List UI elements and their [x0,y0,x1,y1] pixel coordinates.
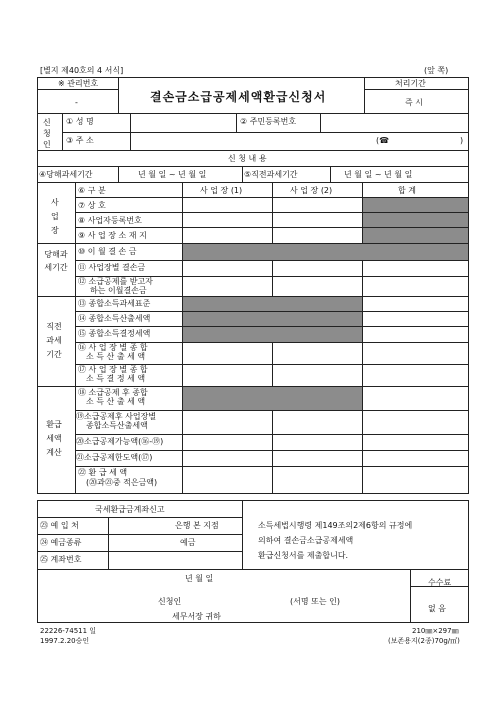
addressee: 세무서장 귀하 [172,612,221,621]
account-number-field[interactable] [109,552,241,569]
phone-label: (☎ [376,136,390,145]
form-title: 결손금소급공제세액환급신청서 [150,90,327,104]
row-after-carryback-tax-2: 소 득 산 출 세 액 [86,397,146,406]
row-business-number: ⑧ 사업자등록번호 [78,216,142,225]
row-after-carryback-biz-2: 종합소득산출세액 [86,421,148,430]
sign-or-seal[interactable]: (서명 또는 인) [290,597,340,606]
section-business: 사업장 [51,198,59,235]
signature-box [37,569,469,623]
account-type-label: ㉔ 예금종류 [40,538,82,547]
row-after-carryback-biz-1: ⑲소급공제후 사업장별 [76,412,157,421]
phone-close-paren: ) [460,136,464,145]
row-refund-amount-2: (⑳과㉑중 적은금액) [86,478,158,487]
footer-approval: 1997.2.20승인 [40,637,90,645]
category-column-header: ⑥ 구 분 [78,186,106,195]
row-determined-tax: ⑮ 종합소득결정세액 [78,329,151,338]
footer-paper-type: (보존용지(2종)70g/㎡) [388,637,460,645]
row-biz-computed-tax-2: 소 득 산 출 세 액 [86,352,146,361]
current-period-value[interactable]: 년 월 일 ~ 년 월 일 [138,170,207,179]
row-trade-name: ⑦ 상 호 [78,201,106,210]
row-after-carryback-tax-1: ⑱ 소급공제 후 종합 [78,388,148,397]
resident-number-label: ② 주민등록번호 [240,117,297,126]
shaded-cell [183,386,362,410]
shaded-cell [183,243,468,260]
account-type-value[interactable]: 예금 [180,538,196,547]
row-business-location: ⑨ 사 업 장 소 재 지 [78,231,147,240]
shaded-cell [183,296,362,342]
total-column-header: 합 계 [398,186,416,195]
processing-period-label: 처리기간 [395,79,426,88]
row-biz-determined-tax-1: ⑰ 사 업 장 별 종 합 [78,365,148,374]
statement-line-2: 의하여 결손금소급공제세액 [258,536,354,545]
biz2-column-header: 사 업 장 (2) [290,186,333,195]
row-carryback-limit: ㉑소급공제한도액(⑰) [76,453,153,462]
section-prior-period: 직전과세기간 [46,322,62,359]
content-header: 신 청 내 용 [228,154,267,163]
row-loss-by-business: ⑪ 사업장별 결손금 [78,263,146,272]
section-current-period: 당해과세기간 [44,250,68,272]
fee-label: 수수료 [428,578,452,587]
row-refund-amount-1: ㉒ 환 급 세 액 [78,468,128,477]
applicant-section-label: 신청인 [43,118,51,149]
row-carryback-loss-2: 하는 이월결손금 [90,286,147,295]
row-tax-base: ⑬ 종합소득과세표준 [78,299,151,308]
processing-period-value: 즉 시 [405,98,423,107]
row-carryback-loss-1: ⑫ 소급공제를 받고자 [78,277,153,286]
address-field[interactable] [131,133,371,150]
signature-date[interactable]: 년 월 일 [185,574,214,583]
resident-number-field[interactable] [321,114,468,131]
section-refund-calc: 환급세액계산 [46,420,62,457]
fee-value: 없 음 [428,604,446,613]
current-period-label: ④당해과세기간 [39,170,93,179]
shaded-cell [363,197,468,243]
footer-form-code: 22226-74511 일 [40,627,97,635]
name-label: ① 성 명 [66,117,94,126]
row-biz-computed-tax-1: ⑯ 사 업 장 별 종 합 [78,343,148,352]
page-side-label: (앞 쪽) [424,66,449,75]
applicant-sign-label: 신청인 [158,597,182,606]
row-carryback-available: ⑳소급공제가능액(⑯-⑲) [76,437,164,446]
bank-label: ㉓ 예 입 처 [40,521,79,530]
form-number: [별지 제40호의 4 서식] [40,66,124,75]
name-field[interactable] [131,114,235,131]
address-label: ③ 주 소 [66,136,94,145]
prior-period-value[interactable]: 년 월 일 ~ 년 월 일 [344,170,413,179]
biz1-column-header: 사 업 장 (1) [200,186,243,195]
footer-paper-size: 210㎜×297㎜ [412,627,459,635]
bank-section-title: 국세환급금계좌신고 [95,505,165,514]
management-number-value: - [75,98,78,107]
statement-line-3: 환급신청서를 제출합니다. [258,551,349,560]
bank-value[interactable]: 은행 본 지점 [175,521,219,530]
management-number-label: ※ 관리번호 [58,79,99,88]
row-carried-loss: ⑩ 이 월 결 손 금 [78,247,137,256]
row-biz-determined-tax-2: 소 득 결 정 세 액 [86,374,146,383]
prior-period-label: ⑤직전과세기간 [244,170,298,179]
account-number-label: ㉕ 계좌번호 [40,555,82,564]
row-computed-tax: ⑭ 종합소득산출세액 [78,314,151,323]
statement-line-1: 소득세법시행령 제149조의2제6항의 규정에 [258,521,413,530]
